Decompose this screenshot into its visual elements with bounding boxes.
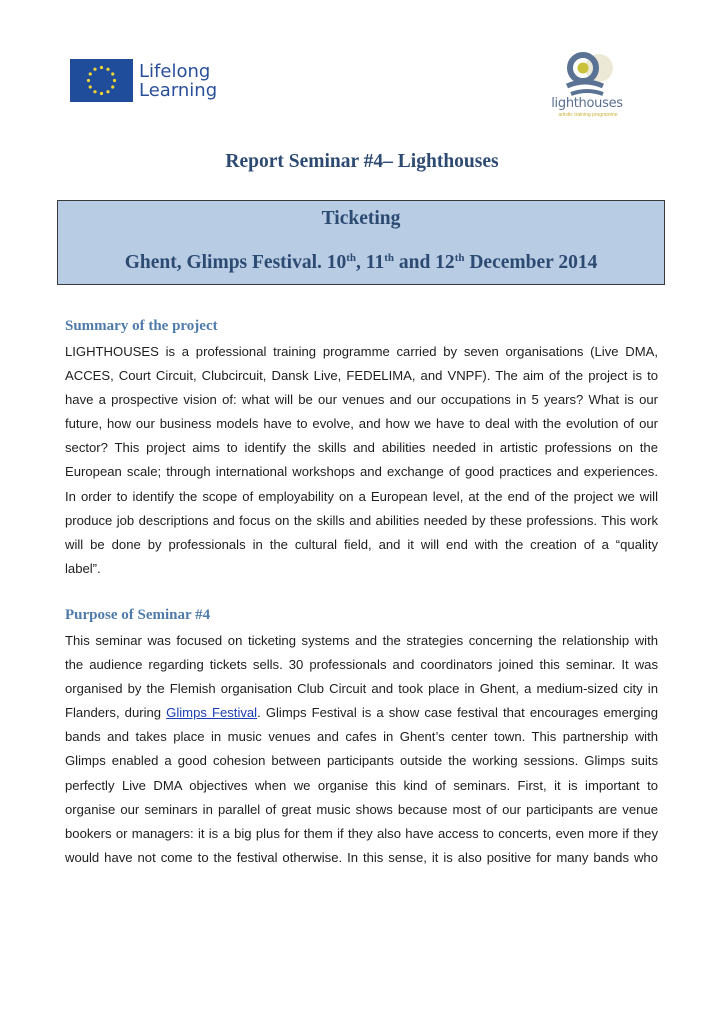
banner-topic: Ticketing: [321, 208, 401, 229]
paragraph-line: organise our seminars in parallel of great music shows because most of our participants are venue: [65, 801, 658, 817]
eu-star: [87, 79, 90, 82]
paragraph-line: produce job descriptions and focus on the skills and abilities needed by these professions. This work: [65, 512, 658, 528]
dates-part: December 2014: [464, 252, 598, 273]
glimps-festival-link[interactable]: Glimps Festival: [166, 705, 258, 721]
logo-line-2: Learning: [139, 79, 218, 101]
eu-star: [93, 90, 96, 93]
paragraph-line: organised by the Flemish organisation Club Circuit and took place in Ghent, a medium-sized city in: [65, 681, 658, 697]
paragraph-line: bookers or managers: it is a big plus for them if they also have access to concerts, even more if they: [65, 825, 658, 841]
paragraph-line: European scale; through international workshops and exchange of good practices and experiences.: [65, 464, 658, 480]
eu-star: [113, 79, 116, 82]
dates-part: Ghent, Glimps Festival. 10: [124, 252, 347, 273]
eu-stars-icon: [70, 59, 133, 102]
paragraph-line: In order to identify the scope of employability on a European level, at the end of the project we will: [65, 488, 658, 504]
section-heading-summary: Summary of the project: [65, 318, 218, 334]
dates-part: , 11: [356, 252, 385, 273]
eu-star: [106, 68, 109, 71]
eu-flag-icon: [70, 59, 133, 102]
paragraph-line: future, how our business models have to evolve, and how we have to deal with the evolution of our: [65, 416, 658, 432]
eu-star: [93, 68, 96, 71]
document-title: Report Seminar #4– Lighthouses: [225, 151, 499, 172]
dates-part: and 12: [393, 252, 455, 273]
paragraph-line: This seminar was focused on ticketing systems and the strategies concerning the relationship with: [65, 633, 658, 648]
summary-paragraph: [65, 340, 658, 581]
banner-event-dates: [58, 252, 664, 274]
section-heading-purpose: Purpose of Seminar #4: [65, 607, 211, 623]
eu-star: [100, 66, 103, 69]
paragraph-line: have a prospective vision of: what will be our venues and our occupations in 5 years? What is our: [65, 392, 658, 408]
line-text: . Glimps Festival is a show case festival that encourages emerging: [257, 705, 658, 721]
lighthouses-logo: [537, 48, 637, 123]
paragraph-line: [65, 701, 658, 725]
ordinal-suffix: th: [346, 252, 357, 264]
ordinal-suffix: th: [384, 252, 394, 264]
lighthouse-icon: [537, 48, 637, 98]
logo-line-1: Lifelong: [139, 60, 211, 82]
paragraph-line: ACCES, Court Circuit, Clubcircuit, Dansk Live, FEDELIMA, and VNPF). The aim of the project is to: [65, 368, 658, 384]
purpose-paragraph: [65, 629, 658, 870]
eu-star: [106, 90, 109, 93]
paragraph-line: the audience regarding tickets sells. 30 professionals and coordinators joined this seminar. It was: [65, 657, 658, 673]
lighthouses-wordmark: lighthouses: [551, 96, 623, 111]
lifelong-learning-text: [139, 62, 217, 100]
line-text: Flanders, during: [65, 705, 167, 721]
paragraph-line: sector? This project aims to identify the skills and abilities needed in artistic professions on the: [65, 440, 658, 456]
eu-star: [89, 85, 92, 88]
eu-star: [100, 92, 103, 95]
paragraph-line: label”.: [65, 560, 101, 576]
paragraph-line: Glimps enabled a good cohesion between participants outside the working sessions. Glimps suits: [65, 753, 658, 769]
title-banner: [57, 200, 665, 285]
paragraph-line: bands and takes place in music venues and cafes in Ghent’s center town. This partnership with: [65, 729, 658, 745]
ordinal-suffix: th: [454, 252, 465, 264]
eu-star: [111, 85, 114, 88]
paragraph-line: will be done by professionals in the cultural field, and it will end with the creation of a “quality: [65, 536, 658, 552]
lifelong-learning-logo: [70, 59, 217, 102]
eu-star: [89, 72, 92, 75]
paragraph-line: would have not come to the festival otherwise. In this sense, it is also positive for many bands who: [65, 849, 658, 865]
paragraph-line: perfectly Live DMA objectives when we organise this kind of seminars. First, it is important to: [65, 777, 658, 793]
lighthouses-tagline: artistic training programme: [558, 112, 618, 118]
eu-star: [111, 72, 114, 75]
paragraph-line: LIGHTHOUSES is a professional training programme carried by seven organisations (Live DMA,: [65, 344, 658, 359]
